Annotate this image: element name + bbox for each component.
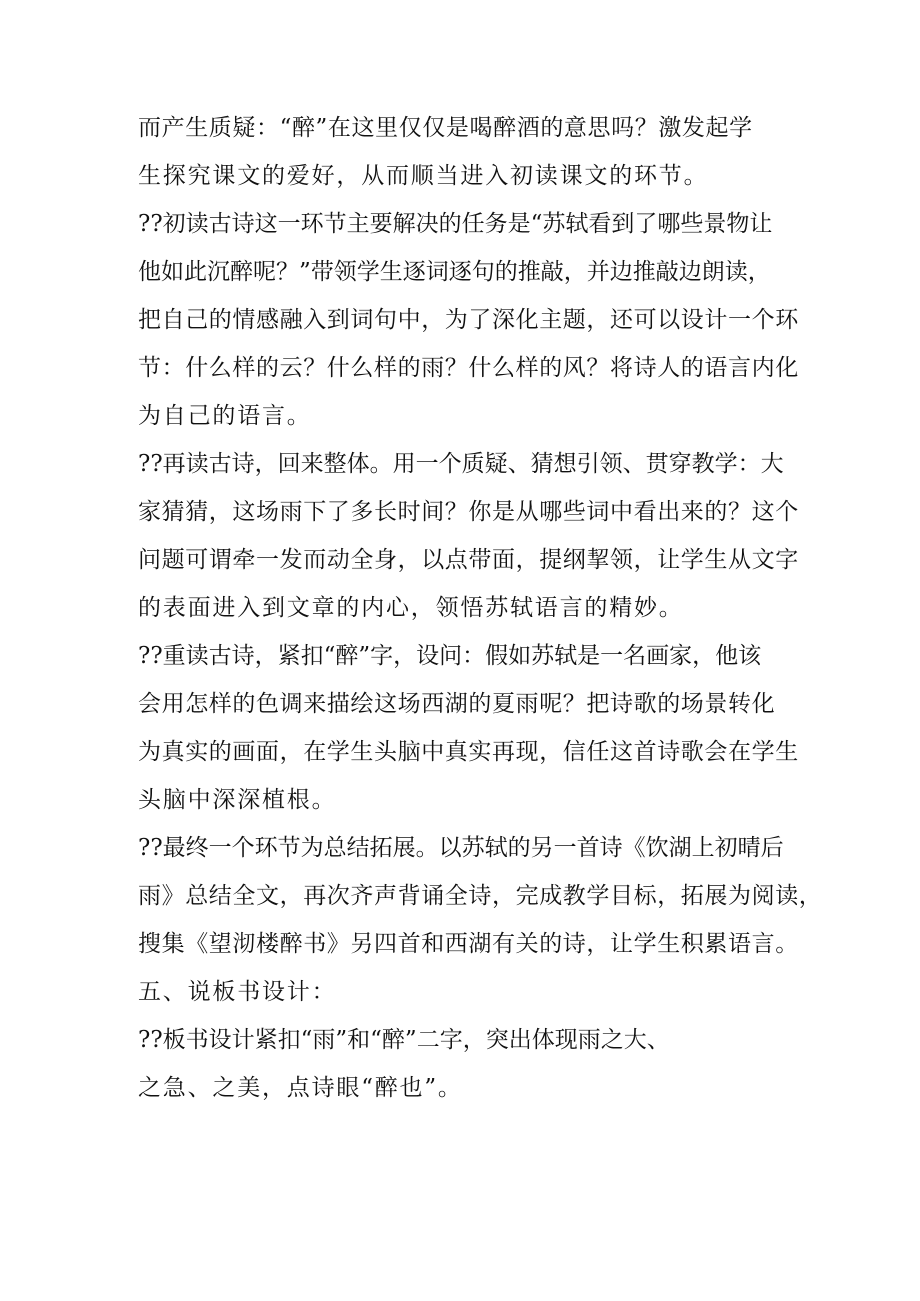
text-line: 把自己的情感融入到词句中，为了深化主题，还可以设计一个环 [138,307,799,333]
text-line: ??再读古诗，回来整体。用一个质疑、猜想引领、贯穿教学：大 [138,451,784,477]
text-line: 为真实的画面，在学生头脑中真实再现，信任这首诗歌会在学生 [138,739,799,765]
text-line: 他如此沉醉呢？”带领学生逐词逐句的推敲，并边推敲边朗读， [138,259,771,285]
text-line: 家猜猜，这场雨下了多长时间？你是从哪些词中看出来的？这个 [138,499,799,525]
document-body [138,104,823,1112]
text-line: 的表面进入到文章的内心，领悟苏轼语言的精妙。 [138,595,684,621]
text-line: 而产生质疑：“醉”在这里仅仅是喝醉酒的意思吗？激发起学 [138,115,753,141]
section-heading: 五、说板书设计： [138,979,337,1005]
text-line: ??板书设计紧扣“雨”和“醉”二字，突出体现雨之大、 [138,1027,670,1053]
text-line: 搜集《望沏楼醉书》另四首和西湖有关的诗，让学生积累语言。 [138,931,799,957]
text-line: 之急、之美，点诗眼“醉也”。 [138,1075,463,1101]
text-line: ??最终一个环节为总结拓展。以苏轼的另一首诗《饮湖上初晴后 [138,835,784,861]
text-line: 会用怎样的色调来描绘这场西湖的夏雨呢？把诗歌的场景转化 [138,691,776,717]
text-line: 头脑中深深植根。 [138,787,337,813]
text-line: 生探究课文的爱好，从而顺当进入初读课文的环节。 [138,163,709,189]
text-line: ??重读古诗，紧扣“醉”字，设问：假如苏轼是一名画家，他该 [138,643,762,669]
text-line: ??初读古诗这一环节主要解决的任务是“苏轼看到了哪些景物让 [138,211,773,237]
text-line: 问题可谓牵一发而动全身，以点带面，提纲挈领，让学生从文字 [138,547,799,573]
text-line: 为自己的语言。 [138,403,312,429]
text-line: 雨》总结全文，再次齐声背诵全诗，完成教学目标，拓展为阅读， [138,883,823,909]
text-line: 节：什么样的云？什么样的雨？什么样的风？将诗人的语言内化 [138,355,799,381]
